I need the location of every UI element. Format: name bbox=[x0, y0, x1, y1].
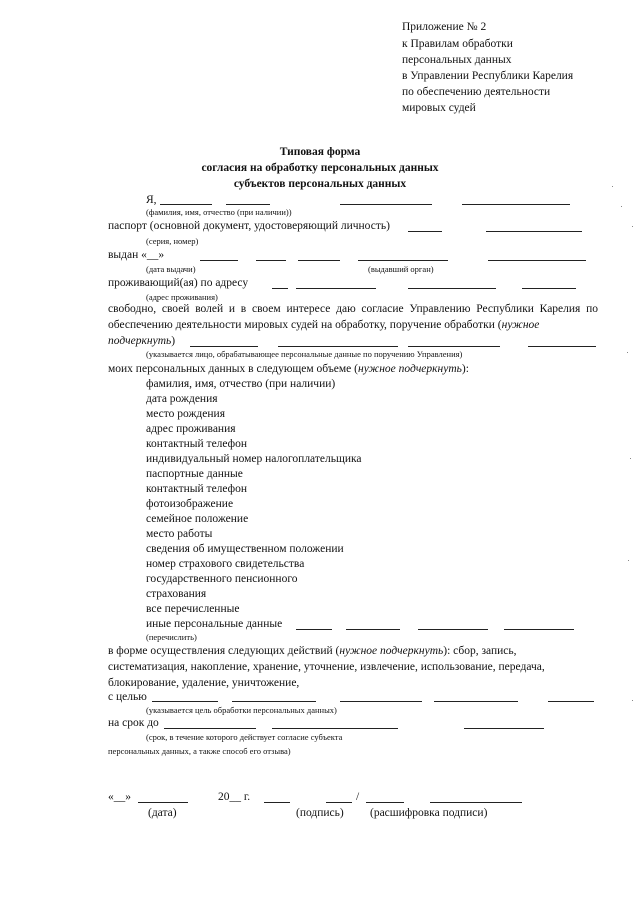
consent-line-1: свободно, своей волей и в своем интересе даю согласие Управлению Республики Карелия по bbox=[108, 303, 598, 315]
issue-date-hint: (дата выдачи) bbox=[146, 264, 196, 274]
purpose-field-3[interactable] bbox=[340, 701, 422, 702]
scan-speck bbox=[628, 560, 629, 561]
passport-field-1[interactable] bbox=[408, 231, 442, 232]
consent-line-2-text: обеспечению деятельности мировых судей на обработку, поручение обработки ( bbox=[108, 319, 502, 331]
consent-line-3-paren: ) bbox=[171, 335, 176, 347]
scope-line bbox=[108, 362, 469, 376]
actions-line-2: систематизация, накопление, хранение, уточнение, извлечение, использование, передача, bbox=[108, 661, 545, 673]
issuer-field-3[interactable] bbox=[358, 260, 448, 261]
term-field-3[interactable] bbox=[464, 728, 544, 729]
other-data-field-1[interactable] bbox=[296, 629, 332, 630]
list-hint: (перечислить) bbox=[146, 632, 197, 642]
purpose-field-1[interactable] bbox=[152, 701, 218, 702]
address-field-2[interactable] bbox=[296, 288, 376, 289]
list-item[interactable]: дата рождения bbox=[146, 393, 218, 405]
signature-field[interactable] bbox=[326, 802, 352, 803]
address-field-3[interactable] bbox=[408, 288, 496, 289]
appendix-line-1: Приложение № 2 bbox=[402, 21, 487, 33]
sign-month-field[interactable] bbox=[138, 802, 188, 803]
list-item[interactable]: государственного пенсионного bbox=[146, 573, 298, 585]
date-hint: (дата) bbox=[148, 807, 177, 819]
processor-hint: (указывается лицо, обрабатывающее персональные данные по поручению Управления) bbox=[146, 349, 463, 359]
issuer-field-2[interactable] bbox=[298, 260, 340, 261]
appendix-line-3: персональных данных bbox=[402, 54, 512, 66]
sign-day: «__» bbox=[108, 791, 131, 803]
purpose-field-2[interactable] bbox=[232, 701, 316, 702]
passport-label: паспорт (основной документ, удостоверяющий личность) bbox=[108, 220, 390, 232]
scan-speck bbox=[630, 458, 631, 459]
fio-field-4[interactable] bbox=[462, 204, 570, 205]
list-item[interactable]: индивидуальный номер налогоплательщика bbox=[146, 453, 362, 465]
ya-label: Я, bbox=[146, 194, 157, 206]
address-field-4[interactable] bbox=[522, 288, 576, 289]
fio-field-3[interactable] bbox=[340, 204, 432, 205]
issued-label: выдан «__» bbox=[108, 249, 165, 261]
term-hint-1: (срок, в течение которого действует согласие субъекта bbox=[146, 732, 343, 742]
appendix-line-2: к Правилам обработки bbox=[402, 38, 513, 50]
decode-hint: (расшифровка подписи) bbox=[370, 807, 488, 819]
list-item[interactable]: номер страхового свидетельства bbox=[146, 558, 305, 570]
fio-field-2[interactable] bbox=[226, 204, 270, 205]
appendix-line-4: в Управлении Республики Карелия bbox=[402, 70, 574, 82]
processor-field-3[interactable] bbox=[408, 346, 500, 347]
term-hint-2: персональных данных, а также способ его отзыва) bbox=[108, 746, 291, 756]
term-label: на срок до bbox=[108, 717, 159, 729]
title-line-1: Типовая форма bbox=[279, 146, 361, 158]
series-hint: (серия, номер) bbox=[146, 236, 199, 246]
list-item[interactable]: все перечисленные bbox=[146, 603, 240, 615]
actions-line-1 bbox=[108, 644, 517, 658]
decode-field-1[interactable] bbox=[366, 802, 404, 803]
fio-hint: (фамилия, имя, отчество (при наличии)) bbox=[146, 207, 292, 217]
other-data-field-4[interactable] bbox=[504, 629, 574, 630]
list-item[interactable]: фамилия, имя, отчество (при наличии) bbox=[146, 378, 336, 390]
list-item[interactable]: страхования bbox=[146, 588, 207, 600]
purpose-field-5[interactable] bbox=[548, 701, 594, 702]
list-item[interactable]: место работы bbox=[146, 528, 213, 540]
issue-date-field[interactable] bbox=[200, 260, 238, 261]
purpose-label: с целью bbox=[108, 691, 147, 703]
signature-hint: (подпись) bbox=[296, 807, 344, 819]
list-item[interactable]: контактный телефон bbox=[146, 438, 248, 450]
processor-field-1[interactable] bbox=[190, 346, 258, 347]
appendix-line-5: по обеспечению деятельности bbox=[402, 86, 551, 98]
fio-field-1[interactable] bbox=[160, 204, 212, 205]
processor-field-4[interactable] bbox=[528, 346, 596, 347]
address-field-1[interactable] bbox=[272, 288, 288, 289]
processor-field-2[interactable] bbox=[278, 346, 398, 347]
consent-line-2-italic: нужное bbox=[501, 319, 540, 331]
scan-speck bbox=[632, 226, 633, 227]
title-line-2: согласия на обработку персональных данных bbox=[201, 162, 439, 174]
consent-line-3-italic: подчеркнуть bbox=[108, 335, 172, 347]
scope-text: моих персональных данных в следующем объеме ( bbox=[108, 363, 358, 375]
scan-speck bbox=[632, 700, 633, 701]
list-item[interactable]: семейное положение bbox=[146, 513, 249, 525]
sign-year: 20__ г. bbox=[218, 791, 251, 803]
scan-speck bbox=[612, 186, 613, 187]
actions-italic: нужное подчеркнуть bbox=[339, 645, 444, 657]
list-item[interactable]: место рождения bbox=[146, 408, 225, 420]
other-data-field-3[interactable] bbox=[418, 629, 488, 630]
list-item[interactable]: фотоизображение bbox=[146, 498, 234, 510]
scan-speck bbox=[627, 352, 628, 353]
issuer-hint: (выдавший орган) bbox=[368, 264, 434, 274]
actions-text: в форме осуществления следующих действий ( bbox=[108, 645, 340, 657]
term-field-1[interactable] bbox=[164, 728, 256, 729]
sign-extra-field[interactable] bbox=[264, 802, 290, 803]
list-item[interactable]: адрес проживания bbox=[146, 423, 236, 435]
issuer-field-1[interactable] bbox=[256, 260, 286, 261]
scope-italic: нужное подчеркнуть bbox=[358, 363, 462, 375]
residing-label: проживающий(ая) по адресу bbox=[108, 277, 249, 289]
actions-rest: ): сбор, запись, bbox=[443, 645, 517, 657]
scan-speck bbox=[621, 206, 622, 207]
scope-close: ): bbox=[461, 363, 469, 375]
appendix-line-6: мировых судей bbox=[402, 102, 476, 114]
actions-line-3: блокирование, удаление, уничтожение, bbox=[108, 677, 300, 689]
passport-field-2[interactable] bbox=[486, 231, 582, 232]
address-hint: (адрес проживания) bbox=[146, 292, 218, 302]
consent-line-3 bbox=[108, 334, 175, 348]
title-line-3: субъектов персональных данных bbox=[233, 178, 407, 190]
list-item[interactable]: иные персональные данные bbox=[146, 618, 283, 630]
list-item[interactable]: контактный телефон bbox=[146, 483, 248, 495]
consent-line-2 bbox=[108, 318, 539, 332]
term-field-2[interactable] bbox=[272, 728, 398, 729]
sign-slash: / bbox=[356, 791, 360, 803]
purpose-hint: (указывается цель обработки персональных данных) bbox=[146, 705, 337, 715]
purpose-field-4[interactable] bbox=[434, 701, 518, 702]
issuer-field-4[interactable] bbox=[488, 260, 586, 261]
other-data-field-2[interactable] bbox=[346, 629, 400, 630]
list-item[interactable]: паспортные данные bbox=[146, 468, 243, 480]
list-item[interactable]: сведения об имущественном положении bbox=[146, 543, 344, 555]
decode-field-2[interactable] bbox=[430, 802, 522, 803]
